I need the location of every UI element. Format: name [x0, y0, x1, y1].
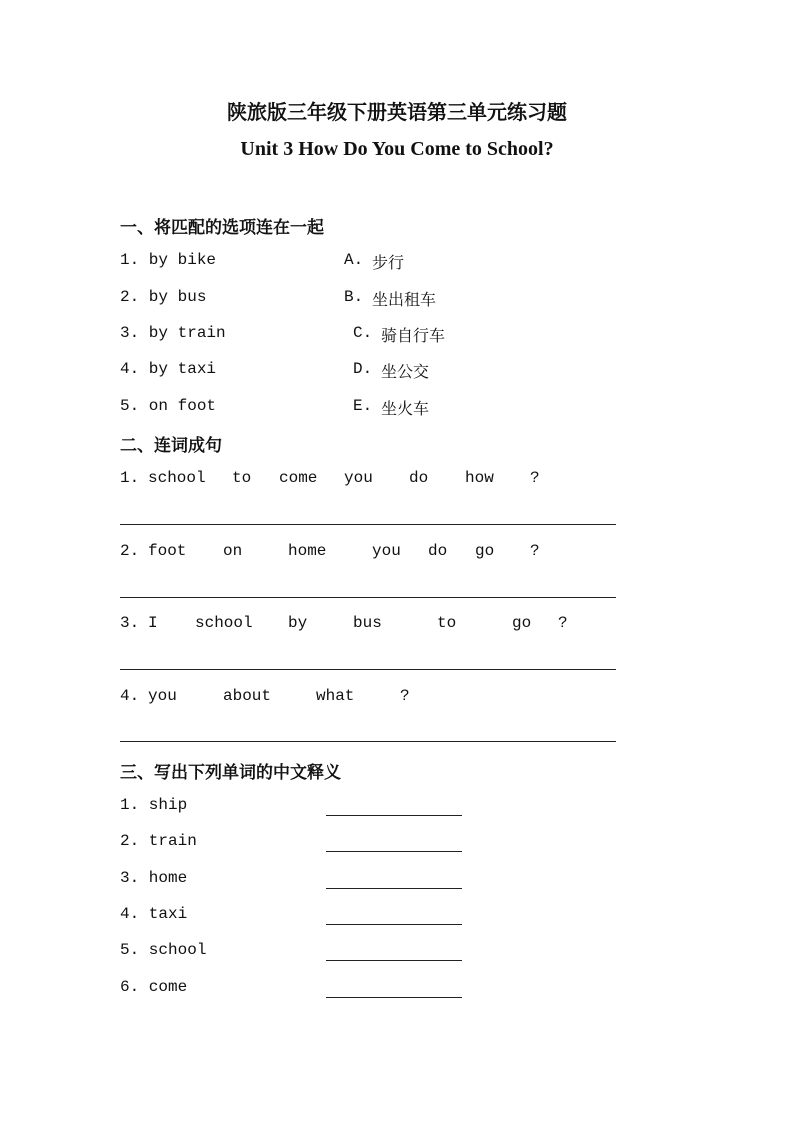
answer-blank[interactable]	[326, 924, 462, 925]
match-left-item: 4. by taxi	[120, 360, 217, 378]
match-right-letter: E.	[353, 397, 373, 415]
match-right-meaning: 坐出租车	[372, 290, 437, 309]
vocab-word: 1. ship	[120, 796, 188, 814]
answer-line[interactable]	[120, 597, 616, 598]
match-right-meaning: 坐火车	[381, 399, 430, 418]
match-right-letter: A.	[344, 251, 364, 269]
scrambled-word: foot	[148, 542, 187, 560]
scrambled-word: do	[428, 542, 448, 560]
section3-heading: 三、写出下列单词的中文释义	[120, 763, 341, 783]
scrambled-word: bus	[353, 614, 382, 632]
vocab-word: 2. train	[120, 832, 197, 850]
vocab-word: 3. home	[120, 869, 188, 887]
match-right-letter: B.	[344, 288, 364, 306]
answer-blank[interactable]	[326, 997, 462, 998]
answer-line[interactable]	[120, 669, 616, 670]
scrambled-word: about	[223, 687, 272, 705]
match-right-meaning: 骑自行车	[381, 326, 446, 345]
scrambled-word: go	[512, 614, 532, 632]
document-title-chinese: 陕旅版三年级下册英语第三单元练习题	[227, 100, 567, 124]
answer-blank[interactable]	[326, 960, 462, 961]
scrambled-word: come	[279, 469, 318, 487]
scrambled-word: what	[316, 687, 355, 705]
answer-blank[interactable]	[326, 851, 462, 852]
match-right-meaning: 步行	[372, 253, 405, 272]
answer-line[interactable]	[120, 524, 616, 525]
scrambled-word: ?	[400, 687, 410, 705]
answer-line[interactable]	[120, 741, 616, 742]
answer-blank[interactable]	[326, 815, 462, 816]
scrambled-word: I	[148, 614, 158, 632]
scrambled-word: how	[465, 469, 494, 487]
match-right-letter: C.	[353, 324, 373, 342]
scrambled-word: ?	[530, 542, 540, 560]
scrambled-word: to	[437, 614, 457, 632]
scrambled-word: school	[195, 614, 253, 632]
scrambled-word: to	[232, 469, 252, 487]
match-left-item: 5. on foot	[120, 397, 217, 415]
document-title-english: Unit 3 How Do You Come to School?	[240, 138, 554, 160]
scrambled-word: do	[409, 469, 429, 487]
scrambled-word: ?	[530, 469, 540, 487]
item-number: 2.	[120, 542, 140, 560]
match-left-item: 1. by bike	[120, 251, 217, 269]
answer-blank[interactable]	[326, 888, 462, 889]
vocab-word: 6. come	[120, 978, 188, 996]
item-number: 1.	[120, 469, 140, 487]
scrambled-word: you	[148, 687, 177, 705]
scrambled-word: you	[344, 469, 373, 487]
match-right-letter: D.	[353, 360, 373, 378]
vocab-word: 5. school	[120, 941, 207, 959]
section1-heading: 一、将匹配的选项连在一起	[120, 218, 324, 238]
match-right-meaning: 坐公交	[381, 362, 430, 381]
scrambled-word: on	[223, 542, 243, 560]
match-left-item: 2. by bus	[120, 288, 207, 306]
match-left-item: 3. by train	[120, 324, 226, 342]
vocab-word: 4. taxi	[120, 905, 188, 923]
scrambled-word: by	[288, 614, 308, 632]
scrambled-word: you	[372, 542, 401, 560]
scrambled-word: ?	[558, 614, 568, 632]
scrambled-word: home	[288, 542, 327, 560]
section2-heading: 二、连词成句	[120, 436, 222, 456]
scrambled-word: school	[148, 469, 206, 487]
scrambled-word: go	[475, 542, 495, 560]
item-number: 4.	[120, 687, 140, 705]
item-number: 3.	[120, 614, 140, 632]
